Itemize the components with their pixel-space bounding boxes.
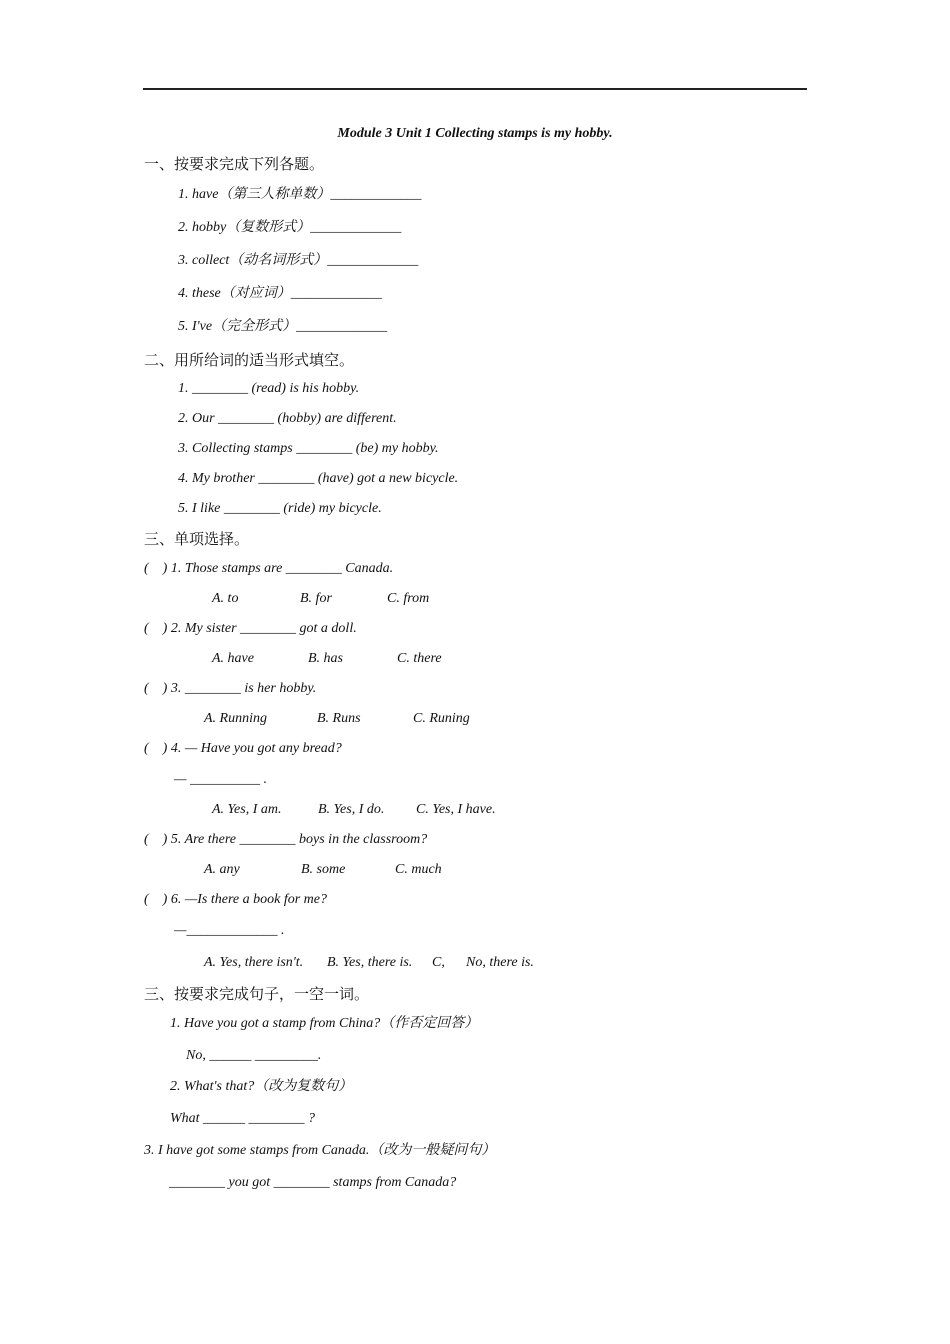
s2-item-5: 5. I like ________ (ride) my bicycle.	[178, 501, 382, 516]
s1-item-4: 4. these（对应词）_____________	[178, 286, 382, 301]
s3-q5-option-b: B. some	[301, 862, 346, 877]
page-title: Module 3 Unit 1 Collecting stamps is my hobby.	[337, 126, 613, 141]
s2-item-4: 4. My brother ________ (have) got a new bicycle.	[178, 471, 459, 486]
section2-heading: 二、用所给词的适当形式填空。	[144, 351, 355, 369]
s3-q1-option-a: A. to	[212, 591, 239, 606]
s4-item-3-question: 3. I have got some stamps from Canada.（改为一般疑问句）	[144, 1143, 496, 1158]
section4-heading: 三、按要求完成句子，一空一词。	[144, 985, 370, 1003]
s3-q1-option-c: C. from	[387, 591, 430, 606]
header-rule	[143, 88, 807, 90]
s3-q3-option-a: A. Running	[204, 711, 267, 726]
s4-item-3-answer: ________ you got ________ stamps from Canada?	[169, 1175, 457, 1190]
s2-item-3: 3. Collecting stamps ________ (be) my hobby.	[178, 441, 439, 456]
s3-q2-option-a: A. have	[212, 651, 254, 666]
s3-question-5: ( ) 5. Are there ________ boys in the classroom?	[144, 832, 428, 847]
s3-q4-option-c: C. Yes, I have.	[416, 802, 496, 817]
s3-question-3: ( ) 3. ________ is her hobby.	[144, 681, 317, 696]
s1-item-5: 5. I've（完全形式）_____________	[178, 319, 388, 334]
s1-item-1: 1. have（第三人称单数）_____________	[178, 187, 422, 202]
s1-item-2: 2. hobby（复数形式）_____________	[178, 220, 402, 235]
s3-q1-option-b: B. for	[300, 591, 332, 606]
s1-item-3: 3. collect（动名词形式）_____________	[178, 253, 419, 268]
s3-q6-option-b: B. Yes, there is.	[327, 955, 413, 970]
s3-q2-option-c: C. there	[397, 651, 442, 666]
s3-question-6: ( ) 6. —Is there a book for me?	[144, 892, 328, 907]
s4-item-2-answer: What ______ ________ ?	[170, 1111, 316, 1126]
s3-question-1: ( ) 1. Those stamps are ________ Canada.	[144, 561, 394, 576]
s4-item-2-question: 2. What's that?（改为复数句）	[170, 1079, 353, 1094]
section3-heading: 三、单项选择。	[144, 530, 250, 548]
s2-item-1: 1. ________ (read) is his hobby.	[178, 381, 360, 396]
s3-q2-option-b: B. has	[308, 651, 343, 666]
s3-q3-option-b: B. Runs	[317, 711, 361, 726]
s4-item-1-question: 1. Have you got a stamp from China?（作否定回答）	[170, 1016, 479, 1031]
s2-item-2: 2. Our ________ (hobby) are different.	[178, 411, 397, 426]
s3-q5-option-c: C. much	[395, 862, 442, 877]
s3-q6-option-c-text: No, there is.	[466, 955, 534, 970]
s3-q3-option-c: C. Runing	[413, 711, 470, 726]
s3-q4-answer-line: — __________ .	[174, 772, 267, 787]
s3-q6-option-c: C,	[432, 955, 445, 970]
s3-q5-option-a: A. any	[204, 862, 240, 877]
s4-item-1-answer: No, ______ _________.	[186, 1048, 322, 1063]
section1-heading: 一、按要求完成下列各题。	[144, 155, 325, 173]
s3-question-2: ( ) 2. My sister ________ got a doll.	[144, 621, 357, 636]
s3-q6-answer-line: —_____________ .	[174, 923, 285, 938]
s3-question-4: ( ) 4. — Have you got any bread?	[144, 741, 342, 756]
s3-q4-option-a: A. Yes, I am.	[212, 802, 282, 817]
s3-q4-option-b: B. Yes, I do.	[318, 802, 385, 817]
s3-q6-option-a: A. Yes, there isn't.	[204, 955, 304, 970]
